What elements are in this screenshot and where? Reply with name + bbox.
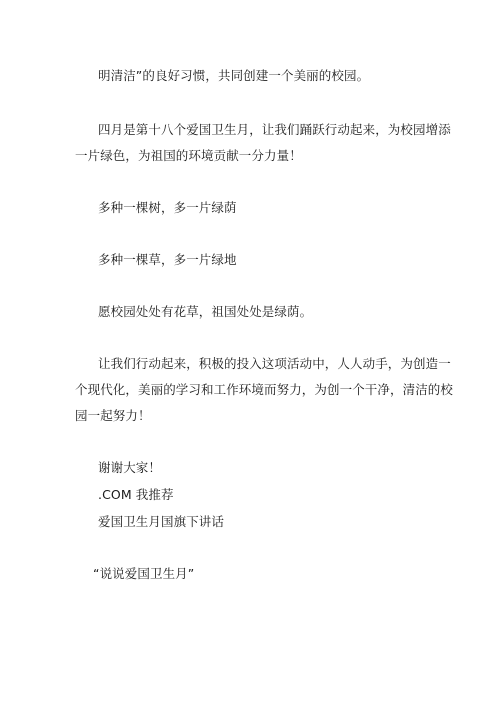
paragraph-action-line3: 园一起努力！	[75, 408, 151, 423]
quoted-title: “说说爱国卫生月”	[93, 566, 195, 581]
paragraph-habit: 明清洁”的良好习惯，共同创建一个美丽的校园。	[98, 68, 370, 83]
recommend-link[interactable]: .COM 我推荐	[98, 487, 174, 502]
paragraph-tree: 多种一棵树，多一片绿荫	[98, 200, 237, 215]
paragraph-wish: 愿校园处处有花草，祖国处处是绿荫。	[98, 304, 313, 319]
paragraph-action-line1: 让我们行动起来，积极的投入这项活动中，人人动手，为创造一	[98, 356, 451, 371]
paragraph-month-line1: 四月是第十八个爱国卫生月，让我们踊跃行动起来，为校园增添	[98, 122, 451, 137]
speech-title: 爱国卫生月国旗下讲话	[98, 514, 225, 529]
paragraph-grass: 多种一棵草，多一片绿地	[98, 252, 237, 267]
paragraph-action-line2: 个现代化，美丽的学习和工作环境而努力，为创一个干净，清洁的校	[75, 382, 454, 397]
paragraph-thanks: 谢谢大家！	[98, 460, 162, 475]
paragraph-month-line2: 一片绿色，为祖国的环境贡献一分力量！	[75, 148, 302, 163]
